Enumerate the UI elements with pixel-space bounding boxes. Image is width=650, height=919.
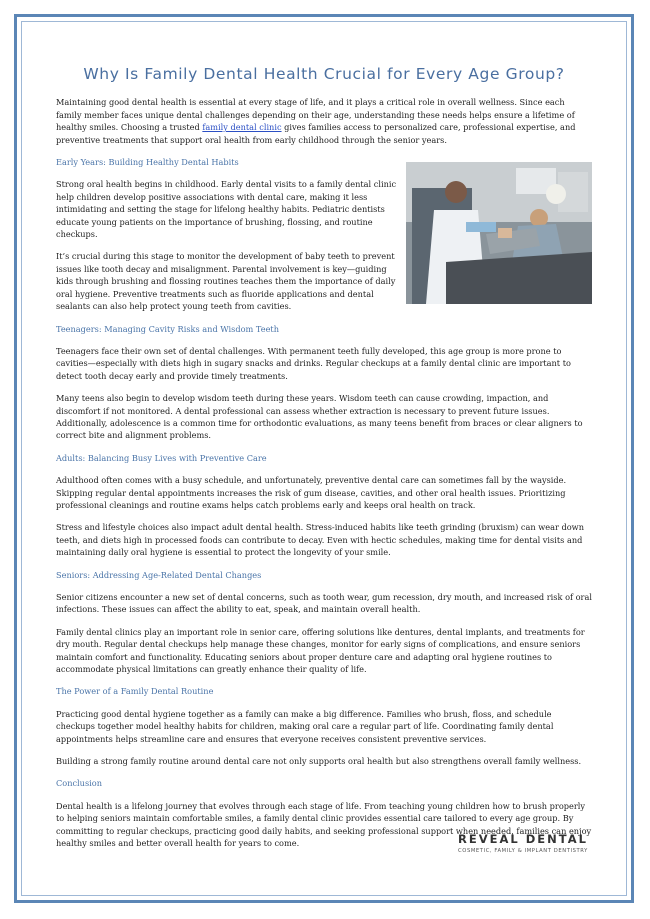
section-heading-adults: Adults: Balancing Busy Lives with Preventive Care [56,452,267,463]
teenagers-paragraph-2: Many teens also begin to develop wisdom teeth during these years. Wisdom teeth can cause crowding, impaction, and discomfort if not monitored. A dental professional can assess whether extraction is necessary to prevent future issues. Additionally, adolescence is a common time for orthodontic evaluations, as many teens benefit from braces or clear aligners to correct bite and alignment problems. [56,393,583,441]
seniors-paragraph-2: Family dental clinics play an important role in senior care, offering solutions like dentures, dental implants, and treatments for dry mouth. Regular dental checkups help manage these changes, monitor for early signs of complications, and ensure seniors maintain comfort and functionality. Educating seniors about proper denture care and adapting oral hygiene routines to accommodate physical limitations can greatly enhance their quality of life. [56,626,585,675]
teenagers-paragraph-1: Teenagers face their own set of dental challenges. With permanent teeth fully developed, this age group is more prone to cavities—especially with diets high in sugary snacks and drinks. Regular checkups at a family dental clinic are important to detect tooth decay early and provide timely treatments. [56,345,571,381]
seniors-paragraph-1: Senior citizens encounter a new set of dental concerns, such as tooth wear, gum recession, dry mouth, and increased risk of oral infections. These issues can affect the ability to eat, speak, and maintain overall health. [56,592,592,615]
logo-brand-text: REVEAL DENTAL [458,831,588,846]
family-routine-paragraph-1: Practicing good dental hygiene together as a family can make a big difference. Families who brush, floss, and schedule checkups together model healthy habits for children, making oral care a regular part of life. Coordinating family dental appointments helps streamline care and ensures that everyone receives consistent preventive services. [56,708,554,744]
document-title: Why Is Family Dental Health Crucial for Every Age Group? [83,65,565,83]
intro-text-start: Maintaining good dental health is essential at every stage of life, and it plays a critical role in overall wellness. Since each family member faces unique dental challenges depending on their age, understanding these needs helps ensure a lifetime of healthy smiles. Choosing a trusted [56,97,575,133]
section-heading-family-routine: The Power of a Family Dental Routine [56,686,214,697]
section-heading-conclusion: Conclusion [56,778,102,789]
early-years-paragraph-2: It’s crucial during this stage to monitor the development of baby teeth to prevent issues like tooth decay and misalignment. Parental involvement is key—guiding kids through brushing and flossing routines teaches them the importance of daily oral hygiene. Preventive treatments such as fluoride applications and dental sealants can also help protect young teeth from cavities. [56,251,396,312]
section-heading-seniors: Seniors: Addressing Age-Related Dental Changes [56,569,262,580]
adults-paragraph-1: Adulthood often comes with a busy schedule, and unfortunately, preventive dental care can sometimes fall by the wayside. Skipping regular dental appointments increases the risk of gum disease, cavities, and other oral health issues. Prioritizing professional cleanings and routine exams helps catch problems early and keeps oral health on track. [56,475,567,510]
family-dental-clinic-link[interactable]: family dental clinic [202,122,282,133]
section-heading-early-years: Early Years: Building Healthy Dental Habits [56,157,239,168]
conclusion-block [56,800,592,855]
conclusion-paragraph: Dental health is a lifelong journey that evolves through each stage of life. From teaching young children how to brush properly to helping seniors maintain comfortable smiles, a family dental clinic provides essential care tailored to every age group. By committing to regular checkups, practicing good daily habits, and seeking professional support when needed, families can enjoy healthy smiles and better overall health for years to come. [56,800,592,849]
section-heading-teenagers: Teenagers: Managing Cavity Risks and Wisdom Teeth [56,323,279,334]
reveal-dental-logo [454,833,592,858]
intro-text-end: gives families access to personalized care, professional expertise, and preventive treatments that support oral health from early childhood through the senior years. [56,122,576,145]
family-routine-paragraph-2: Building a strong family routine around dental care not only supports oral health but also strengthens overall family wellness. [56,756,582,767]
dentist-photo [406,162,592,304]
early-years-paragraph-1: Strong oral health begins in childhood. Early dental visits to a family dental clinic help children develop positive associations with dental care, making it less intimidating and setting the stage for lifelong healthy habits. Pediatric dentists educate young patients on the importance of brushing, flossing, and routine checkups. [56,179,397,240]
intro-paragraph [56,96,592,146]
adults-paragraph-2: Stress and lifestyle choices also impact adult dental health. Stress-induced habits like teeth grinding (bruxism) can wear down teeth, and diets high in processed foods can contribute to decay. Even with hectic schedules, making time for dental visits and maintaining daily oral hygiene is essential to protect the longevity of your smile. [56,522,584,558]
document-body [56,65,592,860]
logo-tagline-text: COSMETIC, FAMILY & IMPLANT DENTISTRY [458,848,588,855]
